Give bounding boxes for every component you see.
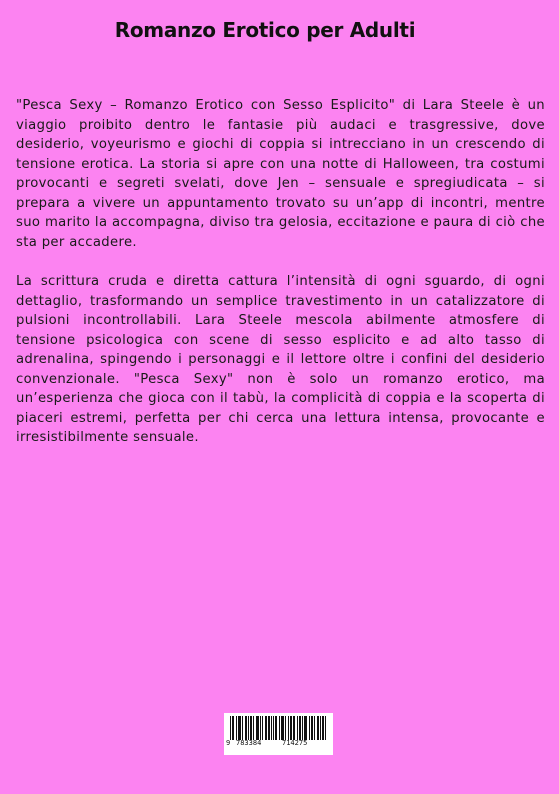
description-paragraph-2: La scrittura cruda e diretta cattura l’intensità di ogni sguardo, di ogni dettaglio, trasformando un semplice travestimento in un catalizzatore di pulsioni incontrollabili. Lara Steele mescola abilmente atmosfere di tensione psicologica con scene di sesso esplicito e ad alto tasso di adrenalina, spingendo i personaggi e il lettore oltre i confini del desiderio convenzionale. "Pesca Sexy" non è solo un romanzo erotico, ma un’esperienza che gioca con il tabù, la complicità di coppia e la scoperta di piaceri estremi, perfetta per chi cerca una lettura intensa, provocante e irresistibilmente sensuale. bbox=[16, 274, 545, 445]
isbn-lead-digit: 9 bbox=[226, 739, 231, 747]
description-paragraph-1: "Pesca Sexy – Romanzo Erotico con Sesso Esplicito" di Lara Steele è un viaggio proibito dentro le fantasie più audaci e trasgressive, dove desiderio, voyeurismo e giochi di coppia si intrecciano in un crescendo di tensione erotica. La storia si apre con una notte di Halloween, tra costumi provocanti e segreti svelati, dove Jen – sensuale e spregiudicata – si prepara a vivere un appuntamento trovato su un’app di incontri, mentre suo marito la accompagna, diviso tra gelosia, eccitazione e paura di ciò che sta per accadere. bbox=[16, 98, 545, 250]
book-title: Romanzo Erotico per Adulti bbox=[114, 18, 416, 42]
book-description bbox=[16, 96, 545, 468]
isbn-left-group: 783384 bbox=[236, 739, 262, 747]
isbn-barcode bbox=[224, 713, 333, 755]
isbn-right-group: 714275 bbox=[282, 739, 308, 747]
barcode-bars-icon bbox=[230, 716, 327, 740]
